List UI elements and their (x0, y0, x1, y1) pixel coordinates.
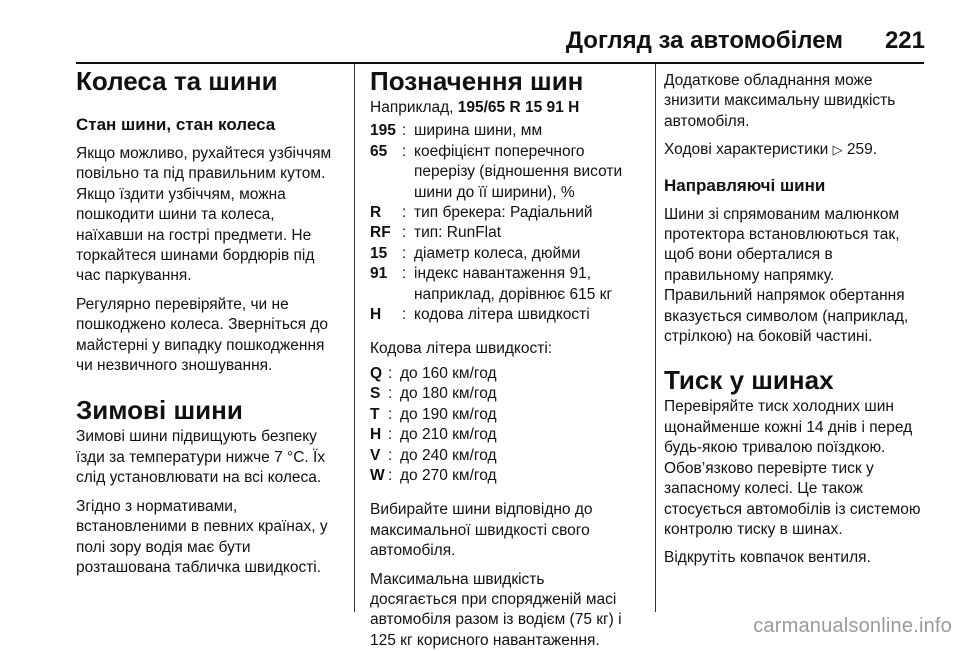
paragraph-speed-label: Згідно з нормативами, встановленими в певних країнах, у полі зору водія має бути розташована табличка швидкості. (76, 497, 328, 576)
heading-wheels-tyres: Колеса та шини (76, 66, 278, 96)
paragraph-winter-temp: Зимові шини підвищують безпеку їзди за температури нижче 7 °C. Їх слід установлювати на всі колеса. (76, 428, 326, 487)
speed-key: V (370, 446, 381, 464)
spec-key: H (370, 306, 382, 324)
example-code: 195/65 R 15 91 H (457, 99, 580, 116)
speed-value: до 240 км/год (400, 446, 497, 464)
speed-key: S (370, 385, 381, 403)
paragraph-check-pressure: Перевіряйте тиск холодних шин щонайменше кожні 14 днів і перед будь-якою тривалою поїздкою. Обов’язково перевірте тиск у запасному колесі. Це також стосується автомобілів із системою контролю тиску в шинах. (664, 398, 921, 538)
speed-value: до 270 км/год (400, 466, 497, 484)
column-divider-2 (655, 64, 656, 612)
paragraph-optional-equipment: Додаткове обладнання може знизити максимальну швидкість автомобіля. (664, 72, 896, 130)
speed-key: T (370, 405, 380, 423)
cross-reference[interactable]: Ходові характеристики ▷ 259. (664, 141, 878, 159)
column-2 (370, 64, 646, 651)
spec-key: 91 (370, 265, 388, 283)
column-divider-1 (354, 64, 355, 612)
section-title: Догляд за автомобілем (565, 27, 843, 54)
reference-page: 259. (842, 141, 878, 159)
spec-desc: коефіцієнт поперечного перерізу (відношення висоти шини до її ширини), % (414, 142, 623, 201)
speed-key: W (370, 466, 385, 484)
arrow-right-icon: ▷ (832, 142, 843, 158)
heading-tyre-designations: Позначення шин (370, 66, 584, 96)
example-line: Наприклад, 195/65 R 15 91 H (370, 99, 580, 116)
speed-code-list: Q : до 160 км/год S : до 180 км/год T : до 190 км/год H : до 210 км/год V : до 240 км/год W : до 270 км/год (370, 364, 646, 486)
designation-list: 195 : ширина шини, мм 65 : коефіцієнт поперечного перерізу (відношення висоти шини до її ширини), % R : тип брекера: Радіальний RF : тип: RunFlat 15 : діаметр колеса, дюйми 91 : індекс навантаження 91, наприклад, дорівнює 615 кг H : кодова літера швидкості (370, 121, 646, 325)
spec-desc: індекс навантаження 91, наприклад, дорівнює 615 кг (414, 265, 613, 303)
subheading-directional-tyres: Направляючі шини (664, 175, 826, 195)
paragraph-kerbs: Якщо можливо, рухайтеся узбіччям повільно та під правильним кутом. Якщо їздити узбіччям, можна пошкодити шини та колеса, наїхавши на гострі предмети. Не торкайтеся шинами бордюрів під час паркування. (76, 145, 332, 285)
spec-desc: тип брекера: Радіальний (414, 204, 593, 222)
column-1 (76, 64, 346, 578)
paragraph-choose-tyres: Вибирайте шини відповідно до максимальної швидкості свого автомобіля. (370, 501, 593, 560)
watermark: carmanualsonline.info (753, 615, 952, 637)
speed-value: до 160 км/год (400, 364, 497, 382)
subheading-tyre-condition: Стан шини, стан колеса (76, 115, 276, 134)
paragraph-max-speed: Максимальна швидкість досягається при спорядженій масі автомобіля разом із водієм (75 кг) і 125 кг корисного навантаження. (370, 570, 622, 649)
spec-key: 15 (370, 244, 388, 262)
spec-desc: діаметр колеса, дюйми (414, 244, 581, 262)
heading-winter-tyres: Зимові шини (76, 395, 243, 426)
page-header (560, 26, 925, 60)
paragraph-valve-cap: Відкрутіть ковпачок вентиля. (664, 549, 871, 567)
speed-value: до 190 км/год (400, 405, 497, 423)
spec-key: 65 (370, 142, 388, 160)
speed-value: до 210 км/год (400, 426, 497, 444)
spec-key: R (370, 204, 382, 222)
spec-key: 195 (370, 122, 396, 140)
speed-value: до 180 км/год (400, 385, 497, 403)
speed-key: Q (370, 364, 383, 382)
paragraph-directional: Шини зі спрямованим малюнком протектора встановлюються так, щоб вони оберталися в правильному напрямку. Правильний напрямок обертання вказується символом (наприклад, стрілкою) на боковій частині. (664, 205, 909, 346)
paragraph-inspect-damage: Регулярно перевіряйте, чи не пошкоджено колеса. Зверніться до майстерні у випадку пошкодження чи незвичного зношування. (76, 295, 329, 375)
speed-key: H (370, 426, 382, 444)
speed-intro: Кодова літера швидкості: (370, 340, 553, 358)
spec-desc: ширина шини, мм (414, 122, 543, 140)
spec-desc: кодова літера швидкості (414, 306, 590, 324)
spec-key: RF (370, 224, 391, 242)
column-3 (664, 64, 924, 569)
heading-tyre-pressure: Тиск у шинах (664, 365, 834, 396)
spec-desc: тип: RunFlat (414, 224, 502, 242)
page-number: 221 (884, 27, 925, 54)
